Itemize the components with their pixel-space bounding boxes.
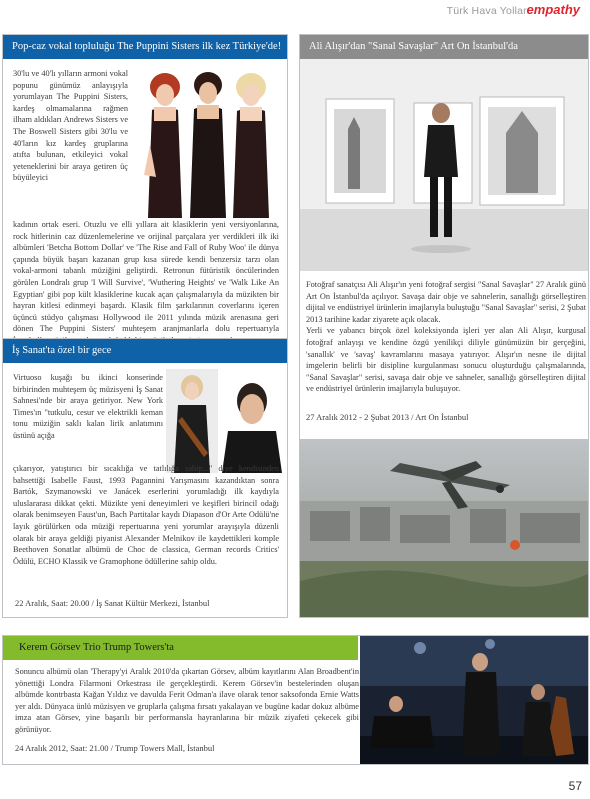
artwork-plane-image (299, 440, 589, 618)
event-date-venue: 27 Aralık 2012 - 2 Şubat 2013 / Art On İstanbul (306, 412, 469, 422)
page-header (0, 0, 590, 24)
article-kerem-gorsev (2, 635, 589, 765)
event-date-venue: 22 Aralık, Saat: 20.00 / İş Sanat Kültür Merkezi, İstanbul (15, 598, 210, 608)
article-intro: Virtuoso kuşağı bu ikinci konserinde birbirinden muhteşem üç müzisyeni İş Sanat Sahnesi'nde bir araya getiriyor. New York Times'ın "tutkulu, cesur ve elektrikli keman tonu müziğin saklı kalan lirik anlatımını üstünü açığa (13, 373, 163, 440)
article-title: İş Sanat'ta özel bir gece (3, 339, 287, 363)
musicians-photo (166, 369, 282, 473)
article-body (306, 279, 586, 395)
page-number: 57 (568, 779, 582, 793)
article-body: çıkarıyor, yatıştırıcı bir sıcaklığa ve tatlılığa sahip..." diye kendisinden bahsettiği Isabelle Faust, 1993 Pagannini Yarışmasını kazandıktan sonra Bartók, Szymanowski ve Janácek eserlerini yorumladığı ilk kaydıyla uluslararası dikkat çekti. Müzikte yeni deneyimleri ve keşifleri birincil odağı olarak benimseyen Faust'un, Bach Partitalar kaydı Diapason d'Or Arte Odülü'ne layık görülürken oda müziği repertuarına yeni yorumlar arayışıyla düzenli olarak bir araya geldiği piyanist Alexander Melnikov ile kaydettikleri komple Beethoven Sonatlar albümü de Choc de classica, German records Critics' Ödülü, ECHO Klassik ve Gramophone ödüllerine sahip oldu. (13, 464, 279, 566)
article-intro: 30'lu ve 40'lı yılların armoni vokal popunu günümüz anlayışıyla yorumlayan The Puppini Sisters, kardeş olmamalarına rağmen ilham aldıkları Andrews Sisters ve The Boswell Sisters gibi 30'lu ve 40'ların kız kardeş gruplarına atıfta bulunan, etkileyici vokal yeteneklerini bir araya getiren üç büyüleyici (13, 69, 128, 183)
airline-name: Türk Hava Yolları (446, 5, 530, 17)
event-date-venue: 24 Aralık 2012, Saat: 21.00 / Trump Towers Mall, İstanbul (15, 743, 215, 753)
exhibition-photo (300, 59, 589, 271)
article-title: Kerem Görsev Trio Trump Towers'ta (3, 636, 358, 660)
article-body: kadının ortak eseri. Otuzlu ve elli yıllara ait klasiklerin yeni versiyonlarına, rock hitlerinin caz düzenlemelerine ve orijinal parçalara yer verdikleri ilk iki albümleri 'Betcha Bottom Dollar' ve 'The Rise and Fall of Ruby Woo' ile dünya çapında büyük başarı kazanan grup kısa sürede kendi benzersiz tarzı olan vokal-armoni tabanlı müziğini geliştirdi. Retronun fütüristik öncülerinden görülen Londralı grup 'I Will Survive', 'Wuthering Heights' ve 'Walk Like An Egyptian' gibi pop kült klasiklerine kucak açan çalışmalarıyla da müzikten bir hayran kitlesi edinmeyi başardı. Klasik film şarkılarının coverlarını içeren üçüncü stüdyo çalışması Hollywood ile 2011 yılında müzik arenasına geri dönen The Puppini Sisters' muhteşem aranjmanlarla dolu repertuarıyla (13, 220, 279, 334)
article-body: Sonuncu albümü olan 'Therapy'yi Aralık 2010'da çıkartan Görsev, albüm kayıtlarını Alan Broadbent'in yönettiği Londra Filarmoni Orkestrası ile gerçekleştirdi. Kerem Görsev'in bestelerinden oluşan albümde kontrbasta Kağan Yıldız ve davulda Ferit Odman'a ilave olarak tenor saksofonda Ernie Watts yer aldı. Dünyaca ünlü müzisyen ve gruplarla çalışma fırsatı yakalayan ve bugüne kadar dokuz albüme imza atan Görsev, yine başarılı bir performansla hayranlarına bir müzik ziyafeti çekecek gibi görünüyor. (15, 667, 359, 734)
article-ali-alisir (299, 34, 589, 440)
trio-concert-photo (360, 636, 589, 765)
article-is-sanat (2, 338, 288, 618)
puppini-sisters-photo (130, 65, 280, 218)
article-title: Pop-caz vokal topluluğu The Puppini Sisters ilk kez Türkiye'de! (3, 35, 287, 59)
article-paragraph: Fotoğraf sanatçısı Ali Alışır'ın yeni fotoğraf sergisi "Sanal Savaşlar" 27 Aralık günü Art On İstanbul'da açılıyor. Savaşa dair obje ve sahnelerin, sanallığı görselleştiren dijital ve endüstriyel ürünlerin imajlarıyla buluştuğu "Sanal Savaşlar" serisi, 2 Şubat 2013 tarihine kadar ziyarete açık olacak. (306, 280, 586, 324)
article-title: Ali Alışır'dan "Sanal Savaşlar" Art On İstanbul'da (300, 35, 588, 59)
article-puppini-sisters (2, 34, 288, 374)
article-paragraph: Yerli ve yabancı birçok özel koleksiyonda işleri yer alan Ali Alışır, kurgusal fotoğraf anlayışı ve kendine özgü yenilikçi diliyle günümüzün bir gerçeğini, 'sanallık' ve 'savaş' kavramlarını masaya yatırıyor. Alışır'ın nesne ile dijital imgelerin belirli bir disipline kurgulanması sonucu oluşturduğu çalışmalarında, "Sanal Savaşlar" serisi, savaşa dair obje ve sahneler, sanallığı görselleştiren dijital ve endüstriyel ürünlerin imajlarıyla buluşuyor. (306, 326, 586, 394)
magazine-logo: empathy (526, 2, 580, 17)
